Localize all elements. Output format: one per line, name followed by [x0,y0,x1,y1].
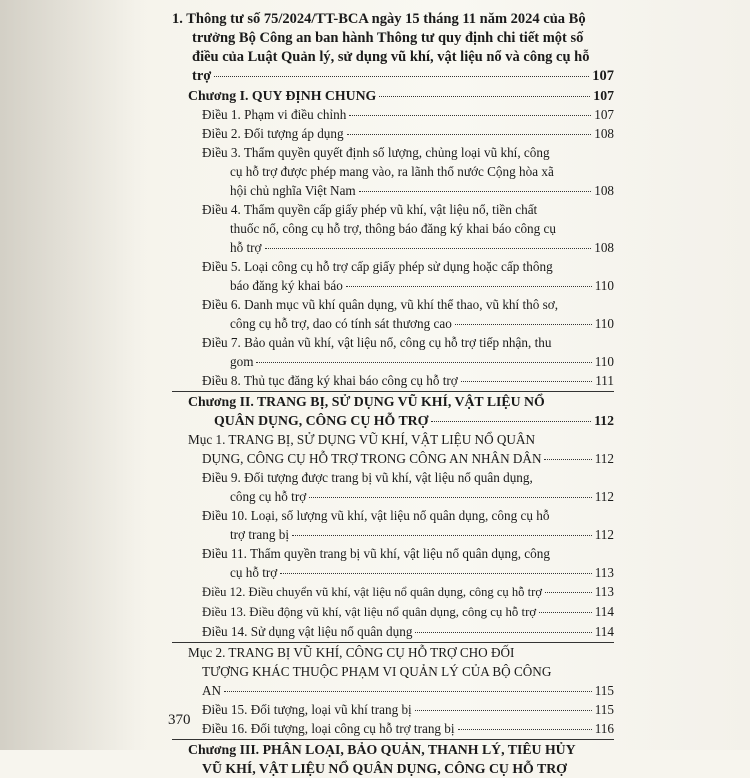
toc-entry-chapter-3 [172,739,614,778]
dot-leader [544,459,591,460]
dot-leader [415,710,592,711]
toc-line: thuốc nổ, công cụ hỗ trợ, thông báo đăng ký khai báo công cụ [230,221,556,236]
toc-line: QUÂN DỤNG, CÔNG CỤ HỖ TRỢ [214,413,429,428]
page-ref: 114 [594,604,614,619]
page-ref: 113 [594,584,614,599]
toc-entry-article-4 [172,200,614,257]
page-ref: 108 [594,240,614,255]
dot-leader [224,691,592,692]
dot-leader [280,573,591,574]
page-ref: 108 [594,126,614,141]
toc-line: Điều 7. Bảo quản vũ khí, vật liệu nổ, công cụ hỗ trợ tiếp nhận, thu [202,335,552,350]
toc-line: Điều 1. Phạm vi điều chỉnh [202,107,347,122]
toc-entry-article-12 [172,582,614,602]
page-ref: 115 [594,702,614,717]
toc-line: Chương I. QUY ĐỊNH CHUNG [188,88,377,103]
toc-line: VŨ KHÍ, VẬT LIỆU NỔ QUÂN DỤNG, CÔNG CỤ HỖ TRỢ [202,761,567,776]
toc-line-final [172,67,614,86]
toc-line: Điều 2. Đối tượng áp dụng [202,126,344,141]
dot-leader [458,729,592,730]
page-ref: 116 [594,721,614,736]
toc-entry-article-5 [172,257,614,295]
page-ref: 112 [594,489,614,504]
dot-leader [431,421,591,422]
dot-leader [347,134,592,135]
dot-leader [415,632,591,633]
toc-line-final [172,276,614,295]
toc-line: AN [202,683,222,698]
page-ref: 108 [594,183,614,198]
toc-line: công cụ hỗ trợ, dao có tính sát thương cao [230,316,452,331]
toc-entry-article-8 [172,371,614,390]
page-ref: 110 [594,354,614,369]
toc-line: hội chủ nghĩa Việt Nam [230,183,356,198]
toc-line-final [172,314,614,333]
toc-entry-section-2 [172,642,614,700]
dot-leader [256,362,591,363]
toc-entry-article-16 [172,719,614,738]
toc-entry-chapter-1 [172,86,614,105]
toc-line-final [172,563,614,582]
toc-entry-article-10 [172,506,614,544]
toc-entry-article-15 [172,700,614,719]
dot-leader [346,286,592,287]
toc-line-final [172,352,614,371]
dot-leader [545,592,592,593]
toc-line: Mục 1. TRANG BỊ, SỬ DỤNG VŨ KHÍ, VẬT LIỆU NỔ QUÂN [188,432,535,447]
toc-line-final [172,181,614,200]
toc-line-final [172,238,614,257]
toc-line: TƯỢNG KHÁC THUỘC PHẠM VI QUẢN LÝ CỦA BỘ CÔNG [202,664,552,679]
toc-line: báo đăng ký khai báo [230,278,343,293]
toc-line-final [172,449,614,468]
toc-entry-chapter-2 [172,391,614,430]
toc-line-final [172,525,614,544]
toc-line: Chương II. TRANG BỊ, SỬ DỤNG VŨ KHÍ, VẬT LIỆU NỔ [188,394,545,409]
toc-entry-article-13 [172,602,614,622]
page-ref: 114 [594,624,614,639]
dot-leader [455,324,592,325]
page-ref: 107 [592,68,614,84]
page-ref: 112 [594,527,614,542]
page-ref: 111 [595,373,614,388]
toc-entry-article-14 [172,622,614,641]
toc-line-final [172,681,614,700]
toc-line: trợ trang bị [230,527,289,542]
toc-line: Điều 11. Thẩm quyền trang bị vũ khí, vật liệu nổ quân dụng, công [202,546,550,561]
toc-line: trợ [192,68,212,84]
toc-line-final [172,411,614,430]
toc-line: Điều 9. Đối tượng được trang bị vũ khí, vật liệu nổ quân dụng, [202,470,533,485]
dot-leader [309,497,592,498]
toc-line: cụ hỗ trợ [230,565,278,580]
toc-entry-article-7 [172,333,614,371]
toc-entry-circular [172,10,614,86]
toc-line: gom [230,354,254,369]
toc-line: Điều 10. Loại, số lượng vũ khí, vật liệu nổ quân dụng, công cụ hỗ [202,508,550,523]
dot-leader [349,115,591,116]
toc-entry-section-1 [172,430,614,468]
toc-entry-article-2 [172,124,614,143]
page-ref: 112 [594,413,614,428]
toc-line: Điều 5. Loại công cụ hỗ trợ cấp giấy phép sử dụng hoặc cấp thông [202,259,553,274]
toc-entry-article-11 [172,544,614,582]
toc-line: Điều 3. Thẩm quyền quyết định số lượng, chủng loại vũ khí, công [202,145,550,160]
page-ref: 113 [594,565,614,580]
page-ref: 112 [594,451,614,466]
dot-leader [461,381,592,382]
toc-entry-article-1 [172,105,614,124]
toc-line: công cụ hỗ trợ [230,489,307,504]
toc-line: Điều 12. Điều chuyển vũ khí, vật liệu nổ quân dụng, công cụ hỗ trợ [202,585,542,599]
dot-leader [214,76,589,77]
toc-line: Điều 13. Điều động vũ khí, vật liệu nổ quân dụng, công cụ hỗ trợ [202,605,537,619]
toc-line: Điều 8. Thủ tục đăng ký khai báo công cụ hỗ trợ [202,373,458,388]
toc-line: Điều 15. Đối tượng, loại vũ khí trang bị [202,702,412,717]
toc-entry-article-3 [172,143,614,200]
toc-line: Điều 6. Danh mục vũ khí quân dụng, vũ khí thể thao, vũ khí thô sơ, [202,297,559,312]
toc-line: Mục 2. TRANG BỊ VŨ KHÍ, CÔNG CỤ HỖ TRỢ CHO ĐỐI [188,645,515,660]
page-ref: 110 [594,278,614,293]
page-ref: 107 [594,107,614,122]
toc-line: DỤNG, CÔNG CỤ HỖ TRỢ TRONG CÔNG AN NHÂN DÂN [202,451,542,466]
dot-leader [359,191,592,192]
page-ref: 110 [594,316,614,331]
dot-leader [379,96,590,97]
toc-entry-article-6 [172,295,614,333]
toc-line: Điều 14. Sử dụng vật liệu nổ quân dụng [202,624,413,639]
binding-shadow [0,0,150,750]
toc-line: Chương III. PHÂN LOẠI, BẢO QUẢN, THANH LÝ, TIÊU HỦY [188,742,576,757]
toc-line: 1. Thông tư số 75/2024/TT-BCA ngày 15 tháng 11 năm 2024 của Bộ [172,11,586,27]
toc-line: điều của Luật Quản lý, sử dụng vũ khí, vật liệu nổ và công cụ hỗ [192,49,590,65]
page-ref: 107 [593,88,614,103]
table-of-contents [172,10,614,778]
toc-line: Điều 16. Đối tượng, loại công cụ hỗ trợ trang bị [202,721,455,736]
toc-line: trưởng Bộ Công an ban hành Thông tư quy định chi tiết một số [192,30,584,46]
dot-leader [265,248,592,249]
page-ref: 115 [594,683,614,698]
toc-line: cụ hỗ trợ được phép mang vào, ra lãnh thổ nước Cộng hòa xã [230,164,554,179]
toc-line: hỗ trợ [230,240,262,255]
dot-leader [292,535,592,536]
toc-entry-article-9 [172,468,614,506]
page-number: 370 [168,712,191,728]
toc-line: Điều 4. Thẩm quyền cấp giấy phép vũ khí, vật liệu nổ, tiền chất [202,202,538,217]
toc-line-final [172,487,614,506]
dot-leader [539,612,592,613]
